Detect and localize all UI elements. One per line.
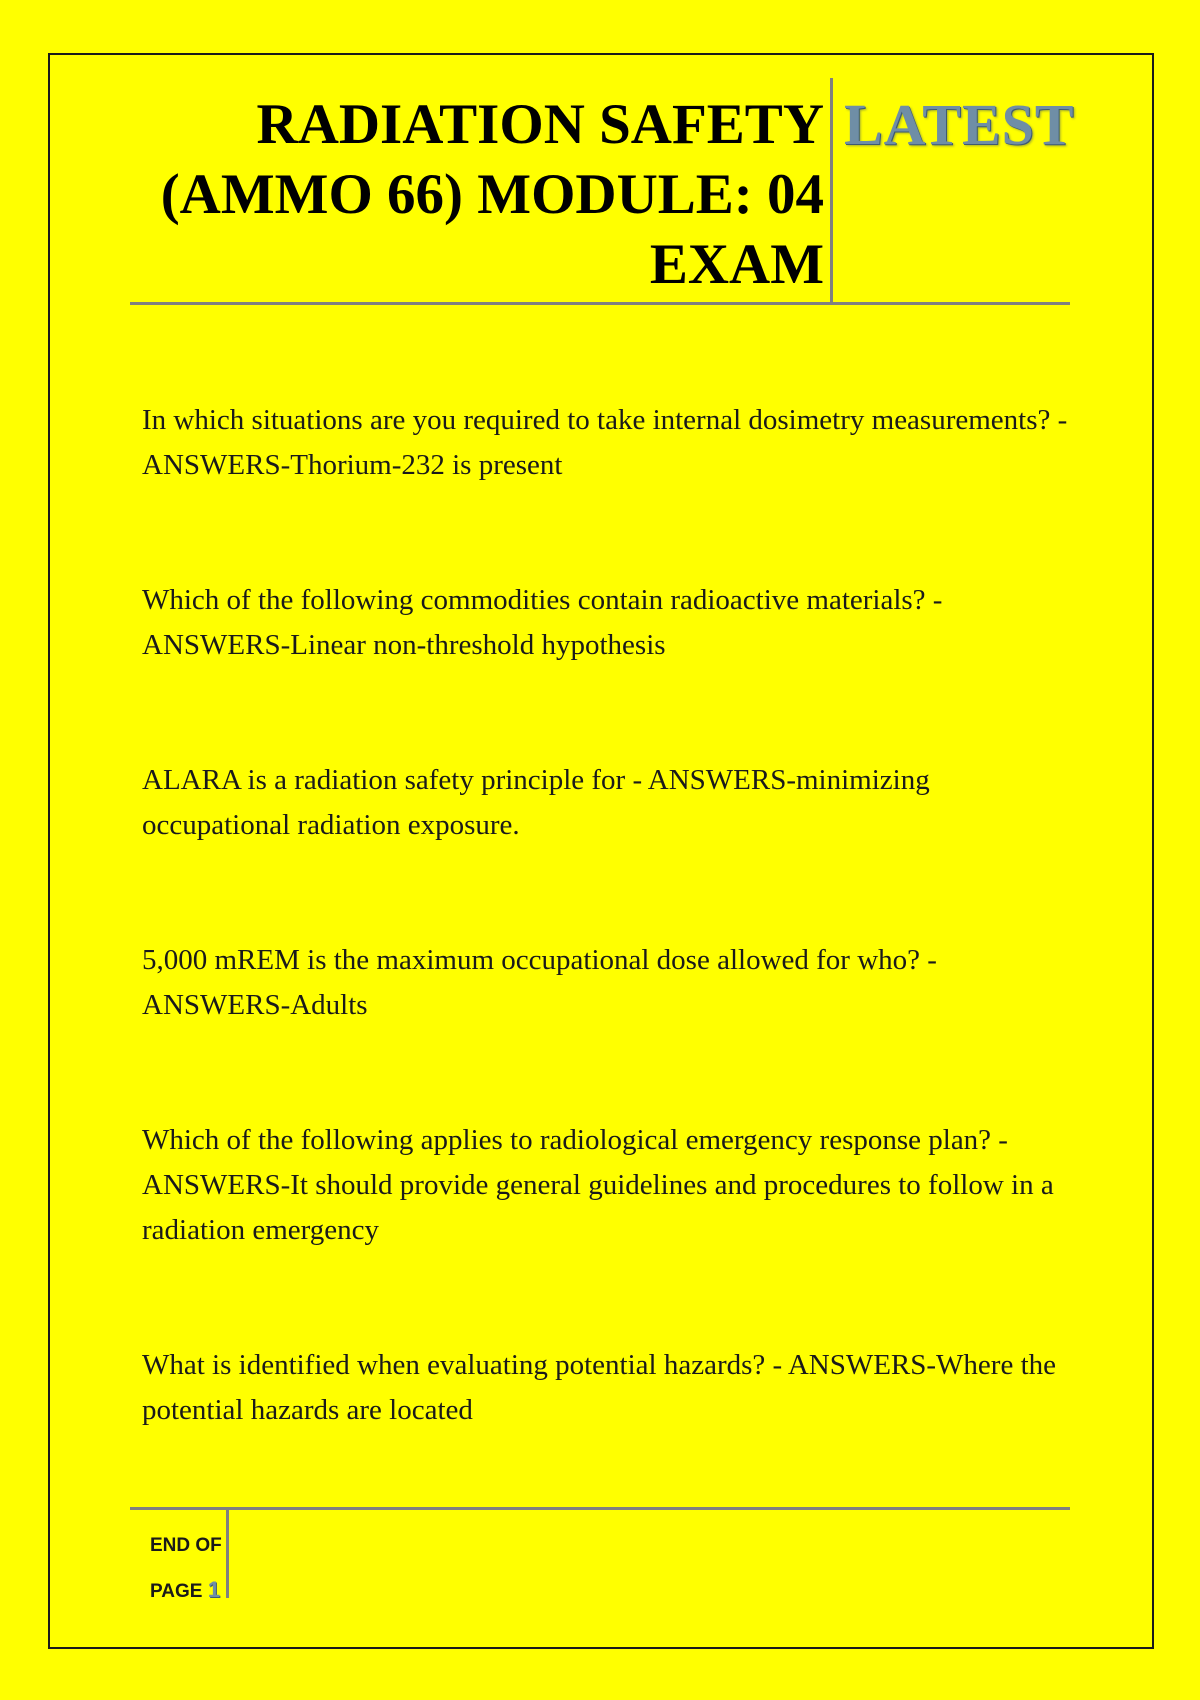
document-title <box>144 90 824 300</box>
footer-line-2 <box>150 1568 222 1614</box>
footer-divider <box>226 1510 229 1598</box>
title-line-1: RADIATION SAFETY <box>256 93 824 156</box>
footer-label <box>150 1524 222 1614</box>
page-number: 1 <box>207 1577 220 1602</box>
header-divider <box>830 78 833 302</box>
qa-list <box>142 398 1072 1523</box>
qa-item-3: ALARA is a radiation safety principle for - ANSWERS-minimizing occupational radiation exposure. <box>142 764 930 841</box>
footer-page-word: PAGE <box>150 1581 203 1602</box>
latest-badge: LATEST <box>844 92 1075 157</box>
qa-item-5: Which of the following applies to radiological emergency response plan? - ANSWERS-It should provide general guidelines and procedures to follow in a radiation emergency <box>142 1124 1054 1246</box>
qa-item-1: In which situations are you required to take internal dosimetry measurements? - ANSWERS-Thorium-232 is present <box>142 404 1068 481</box>
qa-item-2: Which of the following commodities contain radioactive materials? - ANSWERS-Linear non-threshold hypothesis <box>142 584 943 661</box>
title-line-3: EXAM <box>649 233 824 296</box>
page-footer <box>130 1507 1070 1600</box>
title-line-2: (AMMO 66) MODULE: 04 <box>160 163 824 226</box>
footer-line-1: END OF <box>150 1535 222 1556</box>
qa-item-6: What is identified when evaluating potential hazards? - ANSWERS-Where the potential hazards are located <box>142 1349 1057 1426</box>
document-header <box>130 78 1075 305</box>
qa-item-4: 5,000 mREM is the maximum occupational dose allowed for who? - ANSWERS-Adults <box>142 944 937 1021</box>
